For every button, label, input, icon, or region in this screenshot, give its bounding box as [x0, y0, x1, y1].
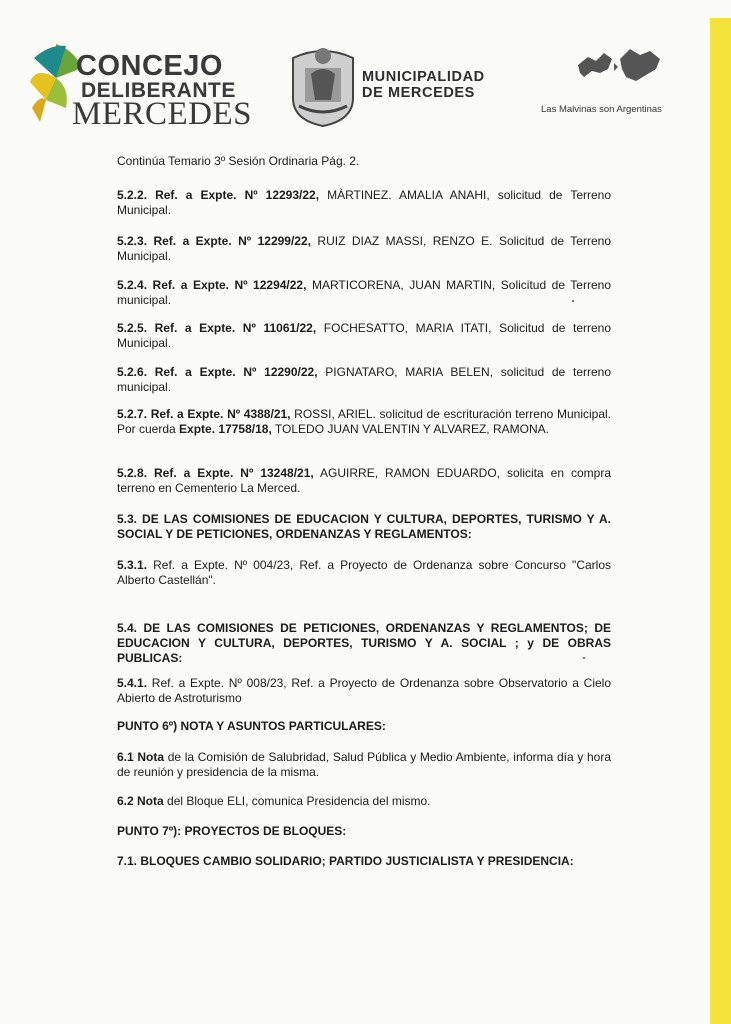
item-num: 6.1 Nota [117, 750, 165, 764]
item-text: MARTICORENA, JUAN MARTIN, Solicitud de Terreno municipal. [117, 278, 611, 307]
municipal-seal-icon [287, 44, 359, 128]
item-num: 5.4.1. [117, 676, 148, 690]
scan-speck [572, 300, 574, 302]
item-7-1-heading: 7.1. BLOQUES CAMBIO SOLIDARIO; PARTIDO JUSTICIALISTA Y PRESIDENCIA: [117, 854, 574, 868]
item-text-2: TOLEDO JUAN VALENTIN Y ALVAREZ, RAMONA. [271, 422, 549, 436]
item-ref: 5.2.5. Ref. a Expte. Nº 11061/22, [117, 321, 317, 335]
item-6-2 [117, 794, 611, 809]
item-ref: 5.2.6. Ref. a Expte. Nº 12290/22, [117, 365, 318, 379]
item-5-4-1 [117, 676, 611, 706]
item-text: MÀRTINEZ. AMALIA ANAHI, solicitud de Terreno Municipal. [117, 188, 612, 217]
item-ref: 5.2.2. Ref. a Expte. Nº 12293/22, [117, 188, 320, 202]
municipalidad-title [362, 69, 485, 101]
item-num: 6.2 Nota [117, 794, 164, 808]
item-5-2-3 [117, 234, 611, 264]
item-text: Ref. a Expte. Nº 008/23, Ref. a Proyecto de Ordenanza sobre Observatorio a Cielo Abierto de Astroturismo [117, 676, 611, 705]
continua-line: Continúa Temario 3º Sesión Ordinaria Pág. 2. [117, 154, 360, 168]
item-5-2-2 [117, 188, 611, 218]
logo-text-mercedes: MERCEDES [72, 96, 253, 132]
item-5-2-7 [117, 407, 611, 437]
malvinas-caption: Las Malvinas son Argentinas [541, 104, 662, 115]
item-ref: 5.2.3. Ref. a Expte. Nº 12299/22, [117, 234, 311, 248]
item-ref: 5.2.7. Ref. a Expte. Nº 4388/21, [117, 407, 291, 421]
item-text: FOCHESATTO, MARIA ITATI, Solicitud de terreno Municipal. [117, 321, 612, 350]
scan-speck [583, 657, 585, 659]
municipalidad-line1: MUNICIPALIDAD [362, 69, 485, 85]
item-5-2-4 [117, 278, 611, 308]
item-text: Ref. a Expte. Nº 004/23, Ref. a Proyecto de Ordenanza sobre Concurso "Carlos Alberto Castellán". [117, 558, 611, 587]
item-num: 5.3.1. [117, 558, 148, 572]
yellow-margin-bar [710, 18, 731, 1024]
item-5-2-5 [117, 321, 611, 351]
section-5-4-heading: 5.4. DE LAS COMISIONES DE PETICIONES, ORDENANZAS Y REGLAMENTOS; DE EDUCACION Y CULTURA, DEPORTES, TURISMO Y A. SOCIAL ; y DE OBRAS PUBLICAS: [117, 621, 611, 665]
item-5-3-1 [117, 558, 611, 588]
municipalidad-line2: DE MERCEDES [362, 85, 475, 101]
item-5-2-6 [117, 365, 611, 395]
logo-text-concejo: CONCEJO [76, 50, 223, 82]
item-expte-ref: Expte. 17758/18, [179, 422, 272, 436]
item-ref: 5.2.4. Ref. a Expte. Nº 12294/22, [117, 278, 307, 292]
item-text: ROSSI, ARIEL. solicitud de escrituración terreno Municipal. Por cuerda [117, 407, 612, 436]
item-text: RUIZ DIAZ MASSI, RENZO E. Solicitud de Terreno Municipal. [117, 234, 611, 263]
logo-text-deliberante: DELIBERANTE [81, 79, 236, 102]
item-text: PIGNATARO, MARIA BELEN, solicitud de terreno municipal. [117, 365, 612, 394]
item-text: del Bloque ELI, comunica Presidencia del mismo. [163, 794, 431, 808]
section-5-3-heading: 5.3. DE LAS COMISIONES DE EDUCACION Y CULTURA, DEPORTES, TURISMO Y A. SOCIAL Y DE PETICIONES, ORDENANZAS Y REGLAMENTOS: [117, 512, 611, 541]
item-5-2-8 [117, 466, 611, 496]
item-6-1 [117, 750, 611, 780]
item-text: de la Comisión de Salubridad, Salud Pública y Medio Ambiente, informa día y hora de reunión y presidencia de la misma. [117, 750, 612, 779]
item-text: AGUIRRE, RAMON EDUARDO, solicita en compra terreno en Cementerio La Merced. [117, 466, 611, 495]
punto-7-heading: PUNTO 7º): PROYECTOS DE BLOQUES: [117, 824, 347, 838]
punto-6-heading: PUNTO 6º) NOTA Y ASUNTOS PARTICULARES: [117, 719, 386, 733]
concejo-deliberante-logo [26, 38, 253, 134]
item-ref: 5.2.8. Ref. a Expte. Nº 13248/21, [117, 466, 314, 480]
malvinas-islands-icon [574, 43, 666, 91]
